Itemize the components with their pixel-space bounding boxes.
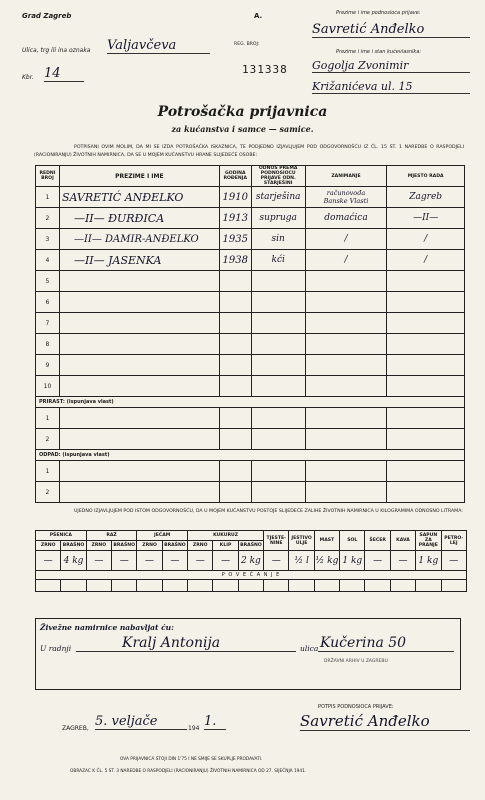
member-occupation xyxy=(305,187,387,208)
table-row xyxy=(36,313,465,334)
stock-increase-row xyxy=(36,571,467,580)
row-number: 6 xyxy=(36,292,60,313)
place-label: ZAGREB, xyxy=(62,725,89,732)
table-row xyxy=(36,429,465,450)
col-header-occupation: ZANIMANJE xyxy=(305,166,387,187)
stock-value: 4 kg xyxy=(61,551,86,571)
col-header-birth-year: GODINA ROĐENJA xyxy=(219,166,251,187)
supply-heading: Živežne namirnice nabavljat ću: xyxy=(40,623,174,632)
stock-value: — xyxy=(137,551,162,571)
stock-value: 1 kg xyxy=(416,551,441,571)
col-header-workplace: MJESTO RADA xyxy=(387,166,465,187)
stock-sub-flour: BRAŠNO xyxy=(162,541,187,551)
stock-group-oil: JESTIVO ULJE xyxy=(289,531,314,551)
table-row xyxy=(36,461,465,482)
member-occupation-note: računovođa xyxy=(326,189,366,197)
stock-value: — xyxy=(162,551,187,571)
member-workplace: / xyxy=(387,229,465,250)
supply-street-label: ulica xyxy=(300,644,319,653)
table-row xyxy=(36,187,465,208)
row-number: 4 xyxy=(36,250,60,271)
member-relation: supruga xyxy=(251,208,305,229)
row-number: 5 xyxy=(36,271,60,292)
stock-group-wheat: PŠENICA xyxy=(36,531,87,541)
table-row xyxy=(36,271,465,292)
signature: Savretić Anđelko xyxy=(300,712,470,731)
stock-statement: UJEDNO IZJAVLJUJEM POD ISTOM ODGOVORNOŠĆU, DA U MOJEM KUĆANSTVU POSTOJE SLIJEDEĆE ZALIHE ŽIVOTNIH NAMIRNICA U KILOGRAMIMA ODNOSNO LITRAMA: xyxy=(74,509,463,514)
form-reference-note: OBRAZAC K ČL. 5 ST. 3 NAREDBE O RASPODJELI (RACIONIRANJU) ŽIVOTNIH NAMIRNICA OD 27. SIJEČNJA 1941. xyxy=(70,769,307,774)
stock-group-sugar: ŠEĆER xyxy=(365,531,390,551)
member-workplace: Zagreb xyxy=(387,187,465,208)
stock-group-row xyxy=(36,531,467,541)
stock-value: — xyxy=(213,551,238,571)
stock-table xyxy=(35,530,467,592)
street-label: Ulica, trg ili ina oznaka xyxy=(22,47,91,54)
row-number: 9 xyxy=(36,355,60,376)
table-row xyxy=(36,250,465,271)
stock-sub-grain: ZRNO xyxy=(36,541,61,551)
col-header-name: PREZIME I IME xyxy=(59,166,219,187)
arrival-section-row xyxy=(36,397,465,408)
table-row xyxy=(36,355,465,376)
owner-name: Gogolja Zvonimir xyxy=(312,59,470,73)
form-subtitle: za kućanstva i samce — samice. xyxy=(171,124,314,134)
member-occupation-main: Banske Vlasti xyxy=(323,197,369,205)
stock-group-corn: KUKURUZ xyxy=(188,531,264,541)
row-number: 2 xyxy=(36,429,60,450)
shop-value: Kralj Antonija xyxy=(76,635,296,652)
stock-value: — xyxy=(112,551,137,571)
member-birth-year: 1935 xyxy=(219,229,251,250)
reg-number-label: REG. BROJ: xyxy=(234,42,260,47)
table-row xyxy=(36,292,465,313)
row-number: 3 xyxy=(36,229,60,250)
stock-value: — xyxy=(390,551,415,571)
reg-number: 131338 xyxy=(242,63,288,76)
stock-sub-flour: BRAŠNO xyxy=(238,541,263,551)
owner-label: Prezime i ime i stan kućevlasnika: xyxy=(336,49,422,55)
signature-label: POTPIS PODNOSIOCA PRIJAVE: xyxy=(318,704,394,710)
stock-group-soap: SAPUN ZA PRANJE xyxy=(416,531,441,551)
stock-sub-grain: ZRNO xyxy=(86,541,111,551)
stock-sub-grain: ZRNO xyxy=(188,541,213,551)
member-relation: sin xyxy=(251,229,305,250)
member-name: —II— DAMIR-ANĐELKO xyxy=(59,229,219,250)
increase-label: P O V E Ć A N J E xyxy=(36,571,467,580)
col-header-number: REDNI BROJ xyxy=(36,166,60,187)
series-letter: A. xyxy=(254,12,263,20)
stock-value: ½ l xyxy=(289,551,314,571)
stock-value: — xyxy=(188,551,213,571)
stock-group-barley: JEČAM xyxy=(137,531,188,541)
row-number: 1 xyxy=(36,461,60,482)
stock-value: — xyxy=(441,551,467,571)
member-occupation: / xyxy=(305,250,387,271)
stock-group-coffee: KAVA xyxy=(390,531,415,551)
submitter-value: Savretić Anđelko xyxy=(312,22,470,38)
stock-value: ½ kg xyxy=(314,551,339,571)
members-header-row xyxy=(36,166,465,187)
members-table xyxy=(35,165,465,503)
stock-value: — xyxy=(86,551,111,571)
stock-value: — xyxy=(365,551,390,571)
form-title: Potrošačka prijavnica xyxy=(157,104,328,120)
house-number-value: 14 xyxy=(44,66,84,82)
stock-sub-flour: BRAŠNO xyxy=(61,541,86,551)
stock-sub-cob: KLIP xyxy=(213,541,238,551)
stock-group-pasta: TJESTE-NINE xyxy=(264,531,289,551)
stock-group-lard: MAST xyxy=(314,531,339,551)
table-row xyxy=(36,229,465,250)
row-number: 2 xyxy=(36,208,60,229)
member-occupation: domaćica xyxy=(305,208,387,229)
member-workplace: —II— xyxy=(387,208,465,229)
stock-sub-grain: ZRNO xyxy=(137,541,162,551)
member-name: —II— ĐURĐICA xyxy=(59,208,219,229)
member-name: —II— JASENKA xyxy=(59,250,219,271)
owner-address: Križanićeva ul. 15 xyxy=(312,80,470,94)
year-suffix: 1. xyxy=(204,714,226,730)
arrival-label: PRIRAST: (ispunjava vlast) xyxy=(36,397,465,408)
row-number: 1 xyxy=(36,187,60,208)
member-occupation: / xyxy=(305,229,387,250)
shop-label: U radnji xyxy=(40,644,72,653)
year-prefix: 194 xyxy=(188,725,200,732)
street-value: Valjavčeva xyxy=(107,38,210,54)
member-birth-year: 1913 xyxy=(219,208,251,229)
row-number: 10 xyxy=(36,376,60,397)
date-value: 5. veljače xyxy=(95,714,187,730)
stock-value: — xyxy=(264,551,289,571)
table-row xyxy=(36,376,465,397)
city-label: Grad Zagreb xyxy=(22,12,72,20)
row-number: 7 xyxy=(36,313,60,334)
house-number-label: Kbr. xyxy=(22,74,34,81)
stock-value: — xyxy=(36,551,61,571)
member-birth-year: 1938 xyxy=(219,250,251,271)
departure-section-row xyxy=(36,450,465,461)
row-number: 1 xyxy=(36,408,60,429)
member-relation: starješina xyxy=(251,187,305,208)
stock-sub-flour: BRAŠNO xyxy=(112,541,137,551)
stock-values-row xyxy=(36,551,467,571)
col-header-relation: ODNOS PREMA PODNOSIOCU PRIJAVE ODN. STARJEŠINI xyxy=(251,166,305,187)
table-row xyxy=(36,482,465,503)
stock-group-salt: SOL xyxy=(340,531,365,551)
stock-group-petroleum: PETRO-LEJ xyxy=(441,531,467,551)
price-note: OVA PRIJAVNICA STOJI DIN 1'75 I NE SMIJE SE SKUPLJE PRODAVATI. xyxy=(120,757,263,762)
member-workplace: / xyxy=(387,250,465,271)
table-row xyxy=(36,334,465,355)
departure-label: ODPAD: (ispunjava vlast) xyxy=(36,450,465,461)
submitter-label: Prezime i ime podnosioca prijave: xyxy=(336,10,421,16)
stock-increase-values-row xyxy=(36,580,467,592)
row-number: 2 xyxy=(36,482,60,503)
member-birth-year: 1910 xyxy=(219,187,251,208)
supply-box xyxy=(35,618,461,690)
stock-value: 2 kg xyxy=(238,551,263,571)
member-name: SAVRETIĆ ANĐELKO xyxy=(59,187,219,208)
member-relation: kći xyxy=(251,250,305,271)
archive-stamp: DRŽAVNI ARHIV U ZAGREBU xyxy=(324,659,388,664)
table-row xyxy=(36,408,465,429)
stock-value: 1 kg xyxy=(340,551,365,571)
table-row xyxy=(36,208,465,229)
supply-street-value: Kučerina 50 xyxy=(318,635,454,652)
row-number: 8 xyxy=(36,334,60,355)
stock-group-rye: RAŽ xyxy=(86,531,137,541)
declaration-text: POTPISANI OVIM MOLIM, DA MI SE IZDA POTROŠAČKA ISKAZNICA, TE PODJEDNO IZJAVLJUJEM POD ODGOVORNOŠĆU IZ ČL. 15 ST. 1 NAREDBE O RASPODJELI (RACIONIRANJU) ŽIVOTNIH NAMIRNICA, DA SE U MOJEM KUĆANSTVU HRANE SLIJEDEĆE OSOBE: xyxy=(34,145,464,158)
